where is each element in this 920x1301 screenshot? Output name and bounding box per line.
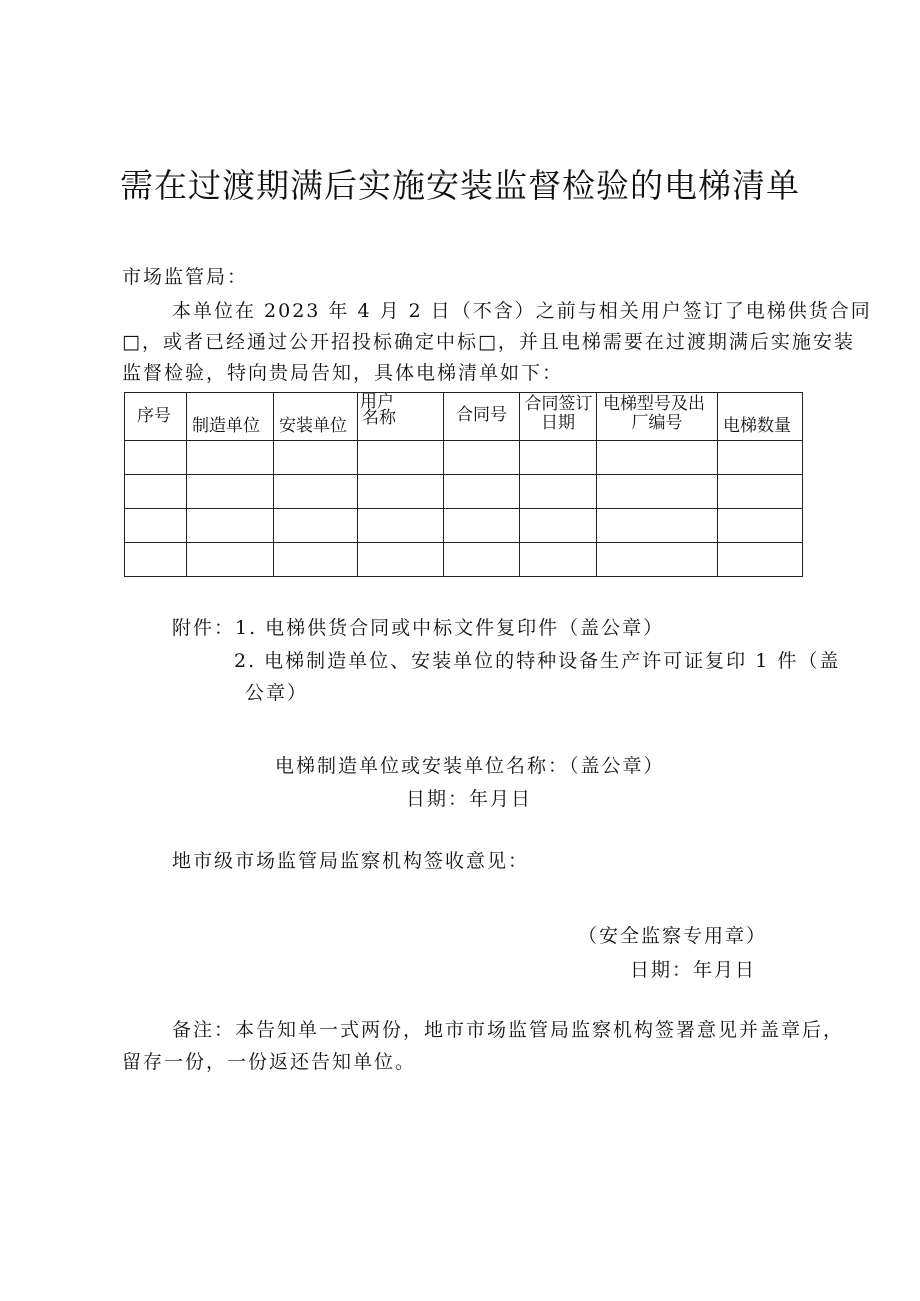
remark-line-1: 备注：本告知单一式两份，地市市场监管局监察机构签署意见并盖章后， — [172, 1019, 845, 1041]
header-user-name: 用户 名称 — [358, 393, 444, 441]
table-cell[interactable] — [597, 475, 718, 509]
body-line-2: □，或者已经通过公开招投标确定中标□，并且电梯需要在过渡期满后实施安装 — [122, 331, 855, 353]
table-cell[interactable] — [125, 543, 187, 577]
attachment-item-1: 附件：1. 电梯供货合同或中标文件复印件（盖公章） — [172, 617, 665, 639]
table-cell[interactable] — [444, 509, 520, 543]
table-cell[interactable] — [125, 441, 187, 475]
table-cell[interactable] — [718, 441, 803, 475]
header-seq: 序号 — [125, 393, 187, 441]
table-cell[interactable] — [597, 543, 718, 577]
review-date: 日期：年月日 — [630, 959, 757, 981]
table-row — [125, 509, 803, 543]
signature-date: 日期：年月日 — [406, 788, 533, 810]
header-quantity: 电梯数量 — [718, 393, 803, 441]
addressee: 市场监管局： — [122, 266, 249, 288]
table-cell[interactable] — [274, 543, 358, 577]
table-cell[interactable] — [597, 441, 718, 475]
table-cell[interactable] — [274, 475, 358, 509]
table-cell[interactable] — [520, 441, 597, 475]
table-cell[interactable] — [520, 543, 597, 577]
table-cell[interactable] — [444, 475, 520, 509]
attachment-item-2: 2. 电梯制造单位、安装单位的特种设备生产许可证复印 1 件（盖 — [234, 650, 841, 672]
header-installer: 安装单位 — [274, 393, 358, 441]
table-row — [125, 441, 803, 475]
header-maker: 制造单位 — [187, 393, 274, 441]
elevator-list-table — [124, 392, 803, 577]
table-cell[interactable] — [718, 509, 803, 543]
header-contract-no: 合同号 — [444, 393, 520, 441]
table-cell[interactable] — [358, 509, 444, 543]
table-cell[interactable] — [444, 543, 520, 577]
table-cell[interactable] — [718, 475, 803, 509]
table-cell[interactable] — [444, 441, 520, 475]
table-cell[interactable] — [274, 441, 358, 475]
table-cell[interactable] — [187, 475, 274, 509]
table-row — [125, 475, 803, 509]
header-sign-date: 合同签订 日期 — [520, 393, 597, 441]
table-cell[interactable] — [520, 475, 597, 509]
attachment-item-2-cont: 公章） — [245, 682, 309, 704]
table-cell[interactable] — [520, 509, 597, 543]
body-line-1: 本单位在 2023 年 4 月 2 日（不含）之前与相关用户签订了电梯供货合同 — [172, 300, 872, 322]
table-cell[interactable] — [274, 509, 358, 543]
safety-stamp-note: （安全监察专用章） — [578, 925, 768, 947]
table-cell[interactable] — [187, 441, 274, 475]
table-cell[interactable] — [718, 543, 803, 577]
table-cell[interactable] — [125, 509, 187, 543]
table-cell[interactable] — [187, 509, 274, 543]
organization-name-line: 电梯制造单位或安装单位名称：（盖公章） — [275, 755, 665, 777]
table-cell[interactable] — [358, 543, 444, 577]
review-opinion-label: 地市级市场监管局监察机构签收意见： — [172, 850, 530, 872]
header-model: 电梯型号及出 厂编号 — [597, 393, 718, 441]
body-line-3: 监督检验，特向贵局告知，具体电梯清单如下： — [122, 362, 564, 384]
table-cell[interactable] — [125, 475, 187, 509]
table-cell[interactable] — [358, 441, 444, 475]
table-cell[interactable] — [597, 509, 718, 543]
table-cell[interactable] — [358, 475, 444, 509]
table-row — [125, 543, 803, 577]
table-cell[interactable] — [187, 543, 274, 577]
remark-line-2: 留存一份，一份返还告知单位。 — [122, 1051, 417, 1073]
document-title: 需在过渡期满后实施安装监督检验的电梯清单 — [120, 166, 800, 205]
table-header-row — [125, 393, 803, 441]
